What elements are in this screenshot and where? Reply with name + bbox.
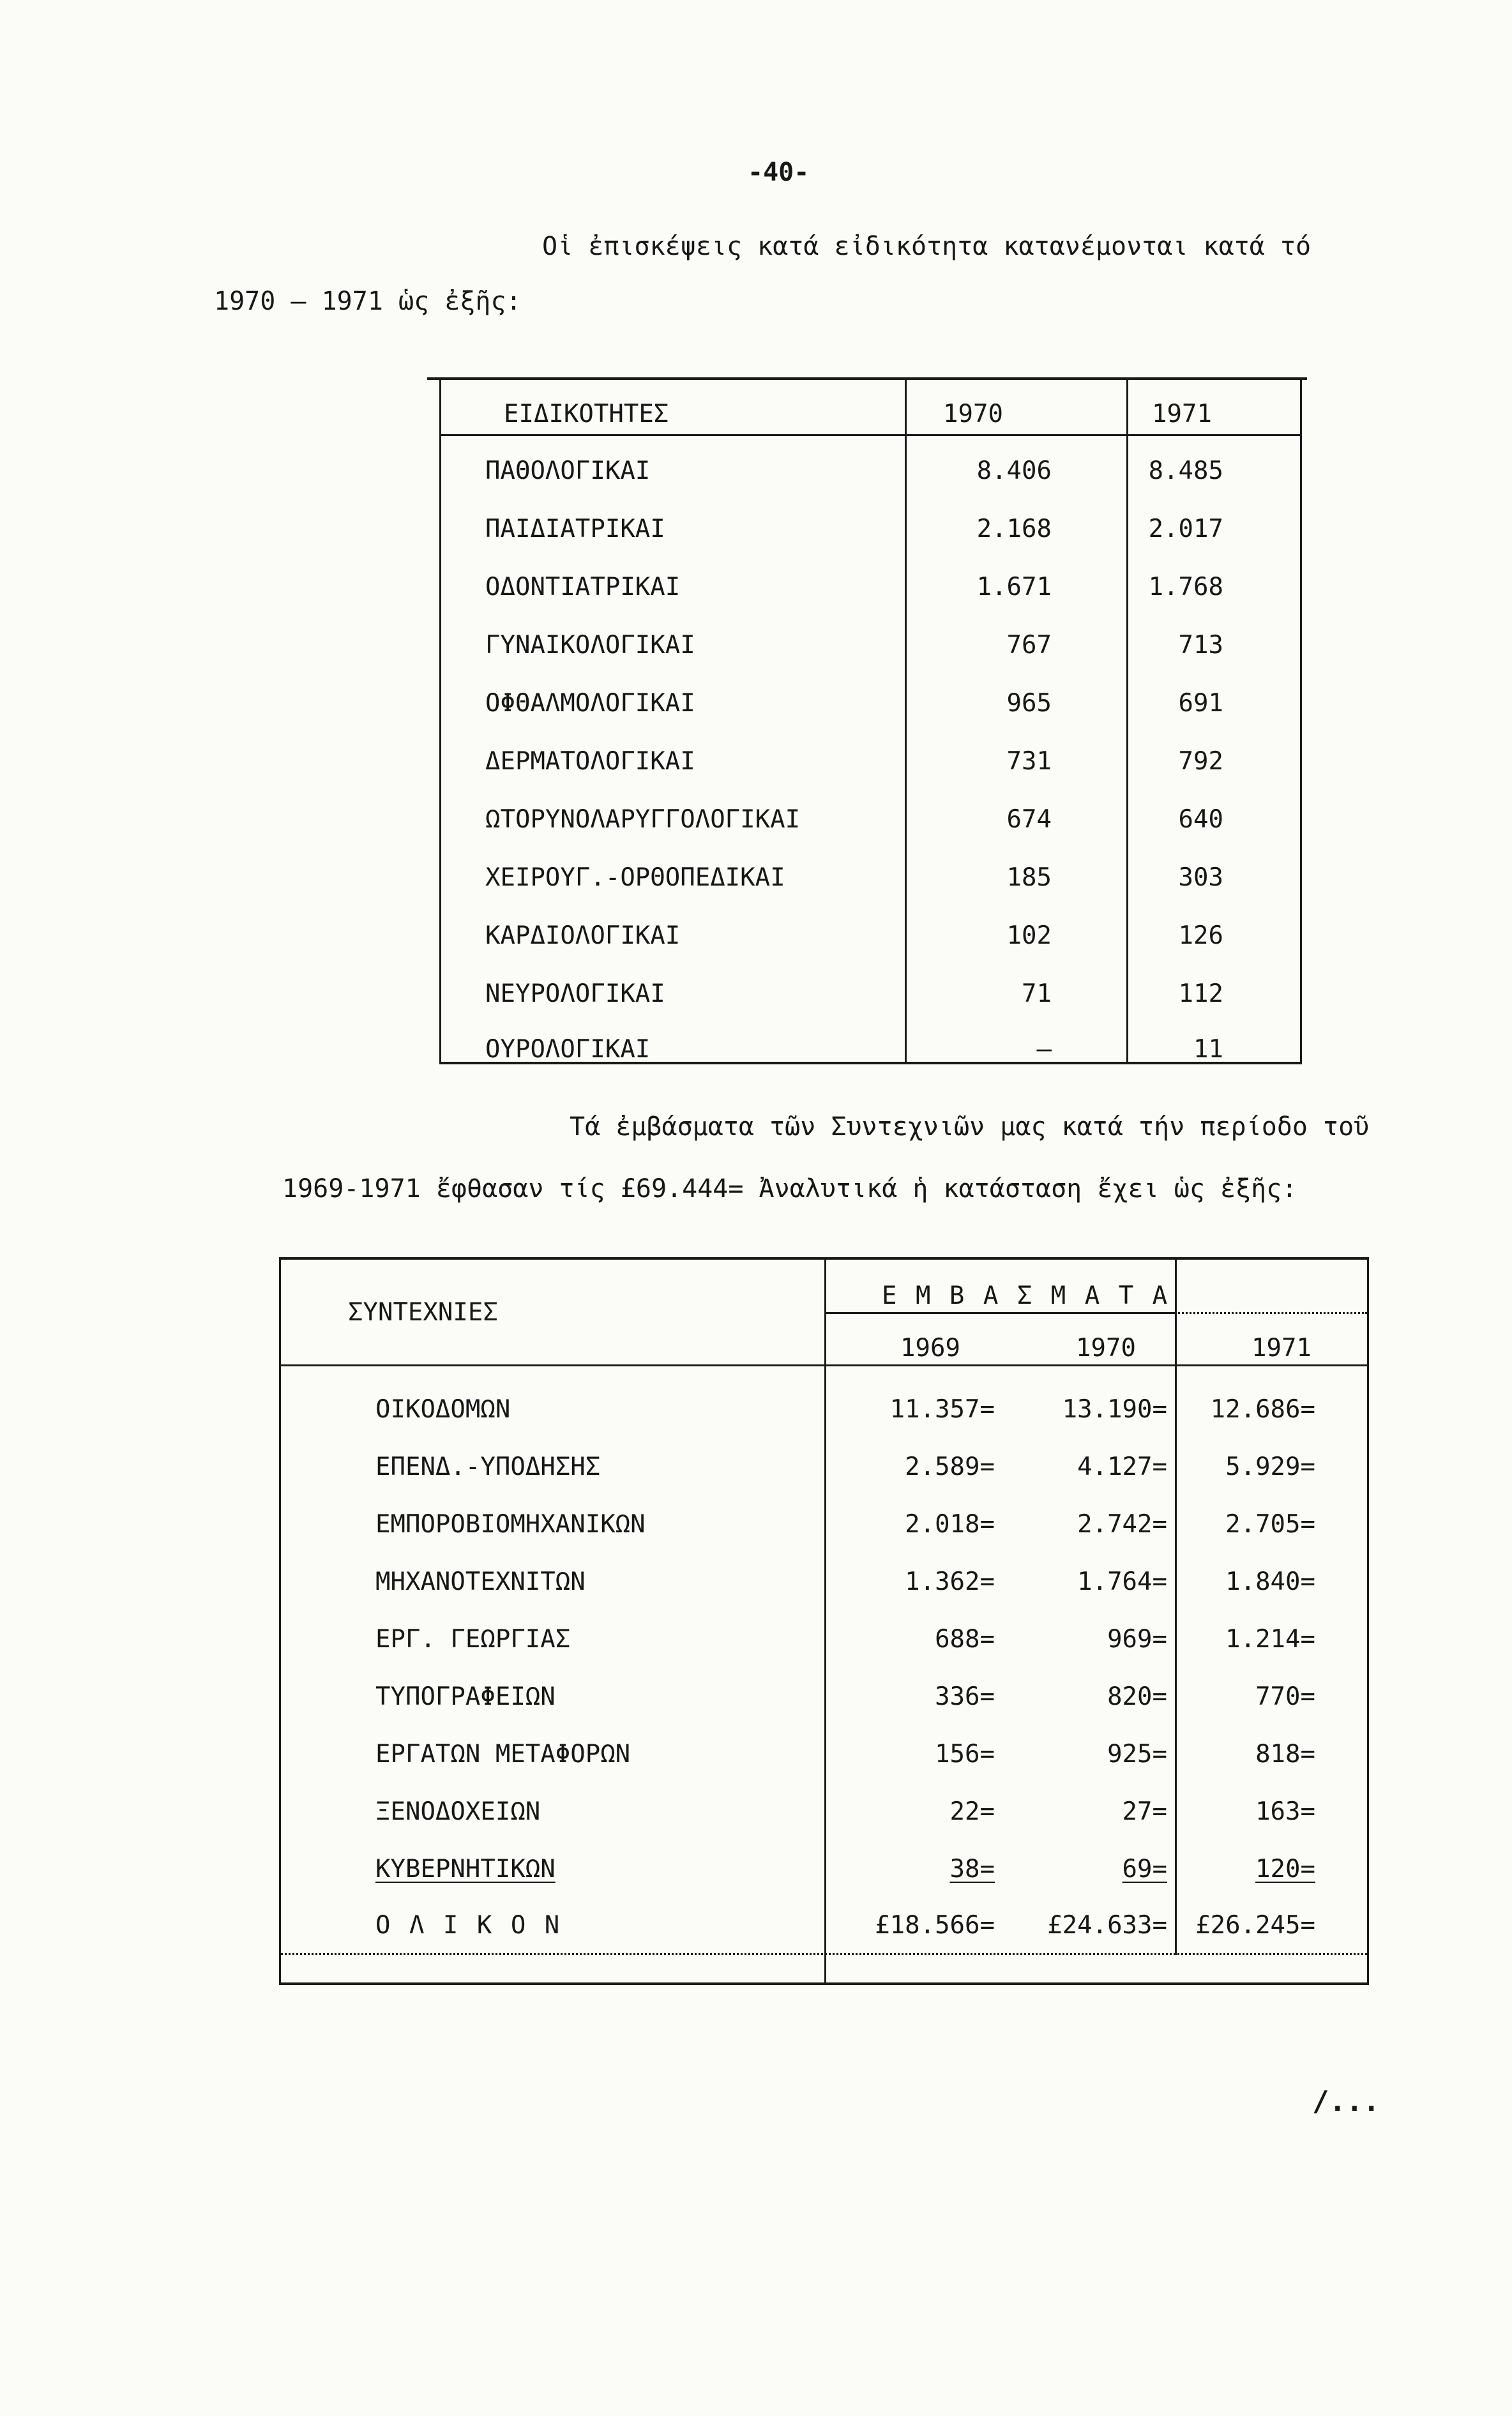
header-year-1969: 1969 [900, 1334, 960, 1363]
visits-1970: 767 [1006, 631, 1052, 660]
remittance-1969: 156= [935, 1739, 995, 1769]
remittance-1969: 2.589= [905, 1452, 995, 1481]
remittance-1970: 2.742= [1077, 1509, 1167, 1539]
specialty-label: ΚΑΡΔΙΟΛΟΓΙΚΑΙ [485, 921, 681, 950]
union-label: ΕΡΓ. ΓΕΩΡΓΙΑΣ [375, 1624, 571, 1654]
table-row [441, 1023, 1300, 1062]
remittances-intro-line-1: Τά ἐμβάσματα τῶν Συντεχνιῶν μας κατά τήν περίοδο τοῦ [570, 1112, 1370, 1142]
remittance-1970: 69= [1122, 1854, 1167, 1884]
remittance-1971: 1.214= [1225, 1624, 1315, 1654]
remittances-intro-line-2: 1969-1971 ἔφθασαν τίς £69.444= Ἀναλυτικά ἡ κατάσταση ἔχει ὡς ἐξῆς: [282, 1174, 1297, 1204]
visits-1970: 71 [1022, 979, 1052, 1008]
visits-1971: 1.768 [1148, 573, 1223, 601]
intro-line-1: Οἱ ἐπισκέψεις κατά εἰδικότητα κατανέμονται κατά τό [542, 232, 1312, 261]
total-1969: £18.566= [875, 1911, 995, 1940]
page-number: -40- [748, 158, 810, 187]
specialty-label: ΠΑΘΟΛΟΓΙΚΑΙ [485, 457, 651, 485]
visits-1970: 102 [1006, 921, 1052, 950]
specialty-label: ΟΦΘΑΛΜΟΛΟΓΙΚΑΙ [485, 689, 695, 718]
table-row [441, 674, 1300, 732]
column-divider [1126, 380, 1128, 1062]
table-row [441, 616, 1300, 674]
remittance-1971: 120= [1255, 1854, 1315, 1884]
union-label: ΕΡΓΑΤΩΝ ΜΕΤΑΦΟΡΩΝ [375, 1739, 631, 1769]
union-label: ΤΥΠΟΓΡΑΦΕΙΩΝ [375, 1682, 556, 1711]
specialty-label: ΔΕΡΜΑΤΟΛΟΓΙΚΑΙ [485, 747, 695, 776]
specialty-label: ΩΤΟΡΥΝΟΛΑΡΥΓΓΟΛΟΓΙΚΑΙ [485, 805, 801, 834]
visits-1971: 713 [1178, 631, 1223, 660]
remittance-1969: 38= [949, 1854, 995, 1884]
remittance-1969: 1.362= [905, 1567, 995, 1596]
total-1971: £26.245= [1195, 1911, 1315, 1940]
remittance-1971: 163= [1255, 1797, 1315, 1826]
table-body [441, 436, 1300, 1062]
union-label: ΕΜΠΟΡΟΒΙΟΜΗΧΑΝΙΚΩΝ [375, 1509, 646, 1539]
visits-1970: 185 [1006, 863, 1052, 892]
visits-1971: 691 [1178, 689, 1223, 718]
specialty-label: ΓΥΝΑΙΚΟΛΟΓΙΚΑΙ [485, 631, 695, 660]
union-label: ΟΙΚΟΔΟΜΩΝ [375, 1394, 511, 1424]
remittance-1971: 770= [1255, 1682, 1315, 1711]
visits-1970: – [1036, 1035, 1052, 1064]
visits-1971: 640 [1178, 805, 1223, 834]
header-year-1970: 1970 [1076, 1334, 1136, 1363]
table-row [441, 849, 1300, 907]
remittances-group-header: Ε Μ Β Α Σ Μ Α Τ Α [824, 1260, 1175, 1314]
visits-1970: 1.671 [976, 573, 1052, 601]
specialty-label: ΝΕΥΡΟΛΟΓΙΚΑΙ [485, 979, 665, 1008]
total-1970: £24.633= [1047, 1911, 1167, 1940]
union-label: ΕΠΕΝΔ.-ΥΠΟΔΗΣΗΣ [375, 1452, 601, 1481]
remittance-1971: 818= [1255, 1739, 1315, 1769]
specialty-label: ΟΥΡΟΛΟΓΙΚΑΙ [485, 1035, 651, 1064]
table-header-row [441, 380, 1300, 436]
header-year-1970: 1970 [943, 400, 1003, 428]
table-row [441, 500, 1300, 558]
remittance-1969: 2.018= [905, 1509, 995, 1539]
visits-1970: 2.168 [976, 515, 1052, 543]
visits-1971: 8.485 [1148, 457, 1223, 485]
column-divider [1175, 1260, 1177, 1955]
remittance-1970: 969= [1107, 1624, 1167, 1654]
visits-1970: 731 [1006, 747, 1052, 776]
remittance-1970: 13.190= [1062, 1394, 1167, 1424]
header-year-1971: 1971 [1152, 400, 1212, 428]
specialties-header-label: ΕΙΔΙΚΟΤΗΤΕΣ [504, 400, 669, 428]
visits-1971: 126 [1178, 921, 1223, 950]
header-filler [1175, 1260, 1367, 1314]
remittance-1970: 820= [1107, 1682, 1167, 1711]
table-row [441, 965, 1300, 1023]
total-label: Ο Λ Ι Κ Ο Ν [375, 1911, 562, 1940]
remittance-1970: 27= [1122, 1797, 1167, 1826]
union-label: ΜΗΧΑΝΟΤΕΧΝΙΤΩΝ [375, 1567, 586, 1596]
remittance-1970: 1.764= [1077, 1567, 1167, 1596]
remittance-1969: 336= [935, 1682, 995, 1711]
remittances-table [279, 1257, 1369, 1985]
specialty-label: ΧΕΙΡΟΥΓ.-ΟΡΘΟΠΕΔΙΚΑΙ [485, 863, 785, 892]
visits-1971: 11 [1193, 1035, 1223, 1064]
remittance-1969: 688= [935, 1624, 995, 1654]
remittance-1971: 2.705= [1225, 1509, 1315, 1539]
visits-1971: 112 [1178, 979, 1223, 1008]
remittance-1969: 22= [949, 1797, 995, 1826]
remittance-1970: 925= [1107, 1739, 1167, 1769]
visits-1970: 8.406 [976, 457, 1052, 485]
specialty-label: ΠΑΙΔΙΑΤΡΙΚΑΙ [485, 515, 665, 543]
column-divider [905, 380, 907, 1062]
remittance-1970: 4.127= [1077, 1452, 1167, 1481]
visits-1971: 792 [1178, 747, 1223, 776]
header-year-1971: 1971 [1251, 1334, 1312, 1363]
continuation-mark: /... [1312, 2085, 1380, 2118]
visits-1971: 2.017 [1148, 515, 1223, 543]
remittance-1969: 11.357= [889, 1394, 995, 1424]
intro-line-2: 1970 – 1971 ὡς ἐξῆς: [214, 287, 522, 316]
specialty-label: ΟΔΟΝΤΙΑΤΡΙΚΑΙ [485, 573, 681, 601]
remittance-1971: 12.686= [1210, 1394, 1315, 1424]
union-label: ΚΥΒΕΡΝΗΤΙΚΩΝ [375, 1854, 556, 1884]
column-divider [824, 1260, 826, 1982]
unions-header-label: ΣΥΝΤΕΧΝΙΕΣ [348, 1297, 498, 1327]
table-row [441, 558, 1300, 616]
remittance-1971: 1.840= [1225, 1567, 1315, 1596]
table-row [441, 732, 1300, 790]
visits-1971: 303 [1178, 863, 1223, 892]
remittance-1971: 5.929= [1225, 1452, 1315, 1481]
visits-1970: 965 [1006, 689, 1052, 718]
table-row [441, 790, 1300, 849]
union-label: ΞΕΝΟΔΟΧΕΙΩΝ [375, 1797, 541, 1826]
table-row [441, 442, 1300, 500]
visits-1970: 674 [1006, 805, 1052, 834]
table-row [441, 907, 1300, 965]
specialties-table [439, 377, 1302, 1064]
